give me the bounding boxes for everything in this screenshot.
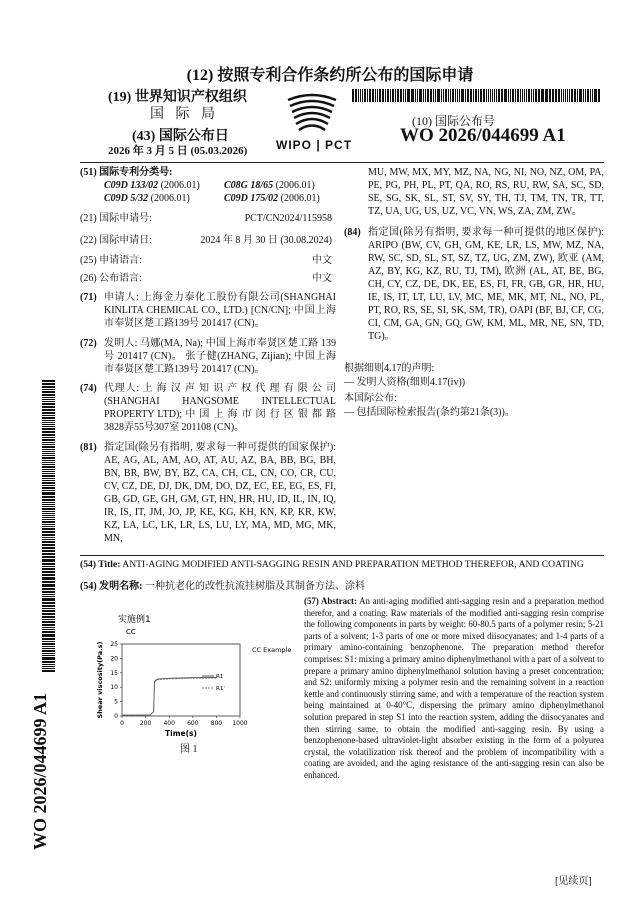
filing-language-label: (25) 申请语言:	[80, 255, 142, 266]
x-tick-label: 200	[139, 720, 152, 727]
barcode-icon	[352, 89, 602, 102]
x-tick-label: 0	[120, 720, 124, 727]
title-chinese	[80, 577, 365, 592]
application-number: PCT/CN2024/115958	[244, 213, 332, 224]
y-tick-label: 5	[114, 698, 118, 706]
x-tick-label: 800	[210, 720, 223, 727]
agent: 代理人: 上 海 汉 声 知 识 产 权 代 理 有 限 公 司 (SHANGHAI HANGSOME INTELLECTUAL PROPERTY LTD); 中 国 上 海 市 闵 行 区 银 都 路 3828弄55号307室 201108 (CN)。	[104, 383, 336, 433]
filing-language-row	[80, 254, 332, 267]
designated-national-code: (81)	[80, 442, 97, 453]
side-publication-number: WO 2026/044699 A1	[30, 692, 50, 850]
publication-date: 2026 年 3 月 5 日 (05.03.2026)	[108, 145, 248, 157]
designated-regional-code: (84)	[344, 227, 361, 238]
publication-date-label: (43) 国际公布日	[132, 129, 229, 144]
publication-number: WO 2026/044699 A1	[400, 125, 566, 146]
series-line-R1-prime	[122, 678, 216, 715]
y-tick-label: 10	[110, 684, 118, 692]
filing-language: 中文	[312, 255, 332, 266]
ipc-code: C08G 18/65 (2006.01)	[224, 180, 315, 191]
document-type: (12) 按照专利合作条约所公布的国际申请	[186, 67, 474, 84]
abstract-label: (57) Abstract:	[304, 596, 357, 606]
title-chinese-text: 一种抗老化的改性抗流挂树脂及其制备方法、涂料	[145, 581, 365, 592]
x-tick-label: 1000	[232, 720, 248, 727]
wipo-pct-logo-text: WIPO | PCT	[276, 138, 353, 152]
shear-viscosity-chart	[82, 610, 297, 740]
header-divider	[80, 162, 604, 163]
x-tick-label: 400	[163, 720, 175, 727]
title-english-text: ANTI-AGING MODIFIED ANTI-SAGGING RESIN AND PREPARATION METHOD THEREFOR, AND COATING	[122, 559, 584, 570]
designated-national: 指定国(除另有指明, 要求每一种可提供的国家保护): AE, AG, AL, AM, AO, AT, AU, AZ, BA, BB, BG, BH, BN, BR, BW, BY, BZ, CA, CH, CL, CN, CO, CR, CU, CV, CZ, DE, DJ, DK, DM, DO, DZ, EC, EE, EG, ES, FI, GB, GD, GE, GH, GM, GT, HN, HR, HU, ID, IL, IN, IQ, IR, IS, IT, JM, JO, JP, KE, KG, KH, KN, KP, KR, KW, KZ, LA, LC, LK, LR, LS, LU, LY, MA, MD, MG, MK, MN,	[104, 442, 336, 544]
ipc-code: C09D 175/02 (2006.01)	[224, 193, 320, 204]
title-chinese-label: (54) 发明名称:	[80, 581, 143, 592]
declaration-label: 根据细则4.17的声明:	[344, 363, 435, 374]
publication-language-label: (26) 公布语言:	[80, 273, 142, 284]
vertical-barcode-icon	[42, 380, 55, 675]
figure-side-note: CC Example	[252, 646, 292, 654]
publication-number-label: (10) 国际公布号	[412, 114, 495, 128]
series-line-R1	[122, 677, 216, 715]
x-tick-label: 600	[187, 720, 199, 727]
application-number-label: (21) 国际申请号:	[80, 213, 152, 224]
x-axis-label: Time(s)	[165, 729, 197, 738]
y-tick-label: 25	[110, 641, 118, 648]
inventor: 发明人: 马娜(MA, Na); 中国上海市奉贤区楚工路 139 号 201417 (CN)。 张子健(ZHANG, Zijian); 中国上海市奉贤区楚工路139号 201417 (CN)。	[104, 338, 336, 375]
application-number-row	[80, 212, 332, 225]
y-tick-label: 15	[110, 669, 118, 677]
figure-panel-subtitle: CC	[126, 628, 136, 636]
organization-name: (19) 世界知识产权组织	[108, 90, 247, 105]
organization-bureau: 国 际 局	[150, 107, 219, 122]
designated-regional: 指定国(除另有指明, 要求每一种可提供的地区保护): ARIPO (BW, CV, GH, GM, KE, LR, LS, MW, MZ, NA, RW, SC, SD, SL, ST, SZ, TZ, UG, ZM, ZW), 欧亚 (AM, AZ, BY, KG, KZ, RU, TJ, TM), 欧洲 (AL, AT, BE, BG, CH, CY, CZ, DE, DK, EE, ES, FI, FR, GB, GR, HR, HU, IE, IS, IT, LT, LU, LV, MC, ME, MK, MT, NL, NO, PL, PT, RO, RS, SE, SI, SK, SM, TR), OAPI (BF, BJ, CF, CG, CI, CM, GA, GN, GQ, GW, KM, ML, MR, NE, SN, TD, TG)。	[368, 227, 604, 342]
wipo-logo-icon	[282, 92, 342, 136]
publication-language: 中文	[312, 273, 332, 284]
title-english-label: (54) Title:	[80, 559, 121, 570]
title-english	[80, 559, 584, 570]
applicant: 申请人: 上海金力泰化工股份有限公司(SHANGHAI KINLITA CHEMICAL CO., LTD.) [CN/CN]; 中国上海市奉贤区楚工路139号 201417 (CN)。	[104, 292, 336, 329]
ipc-code: C09D 5/32 (2006.01)	[104, 193, 190, 204]
filing-date-row	[80, 234, 332, 247]
continued-on-next-page: [见续页]	[555, 876, 592, 887]
plot-frame	[122, 644, 240, 716]
published-item: — 包括国际检索报告(条约第21条(3))。	[344, 407, 515, 418]
publication-language-row	[80, 272, 332, 285]
legend-entry: R1'	[216, 686, 225, 692]
y-tick-label: 20	[110, 655, 118, 663]
legend-entry: R1	[216, 674, 224, 680]
filing-date-label: (22) 国际申请日:	[80, 235, 152, 246]
figure-label: 图 1	[180, 744, 198, 755]
title-divider	[80, 555, 604, 556]
designated-national-continued: MU, MW, MX, MY, MZ, NA, NG, NI, NO, NZ, OM, PA, PE, PG, PH, PL, PT, QA, RO, RS, RU, RW, SA, SC, SD, SE, SG, SK, SL, ST, SV, SY, TH, TJ, TM, TN, TR, TT, TZ, UA, UG, US, UZ, VC, VN, WS, ZA, ZM, ZW。	[368, 167, 604, 217]
abstract-text: An anti-aging modified anti-sagging resin and a preparation method therefor, and a coating. Raw materials of the modified anti-sagging resin comprise the following components in parts by weight: 60-80.5 parts of a polymer resin; 5-21 parts of a solvent; 1-3 parts of one or more mixed diisocyanates; and 1-4 parts of a primary amino-containing benzophenone. The preparation method therefor comprises: S1: mixing a primary amino diphenylmethanol with a part of a solvent to prepare a primary amino diphenylmethanol solution having a preset concentration; and S2: uniformly mixing a polymer resin and the remaining solvent in a reaction kettle and continuously stirring same, and with a temperature of the reaction system being maintained at 0-40°C, dispersing the primary amino diphenylmethanol solution prepared in step S1 into the reaction system, adding the diisocyanates and then stirring same, to obtain the modified anti-sagging resin. By using a benzophenone-based ultraviolet-light absorber existing in the form of a polyurea crystal, the volatilization risk thereof and the problem of incompatibility with a coating are avoided, and the aging resistance of the anti-sagging resin can also be enhanced.	[304, 596, 604, 780]
y-tick-label: 0	[114, 713, 118, 720]
y-axis-label: Shear viscosity(Pa.s)	[96, 641, 104, 719]
abstract	[304, 596, 604, 782]
ipc-section	[80, 166, 344, 205]
filing-date: 2024 年 8 月 30 日 (30.08.2024)	[200, 235, 332, 246]
agent-code: (74)	[80, 383, 97, 394]
published-label: 本国际公布:	[344, 393, 397, 404]
ipc-code: C09D 133/02 (2006.01)	[104, 180, 200, 191]
ipc-label: (51) 国际专利分类号:	[80, 167, 173, 178]
declaration-item: — 发明人资格(细则4.17(iv))	[344, 377, 466, 388]
figure-panel-title: 实施例1	[118, 615, 151, 625]
inventor-code: (72)	[80, 338, 97, 349]
applicant-code: (71)	[80, 292, 97, 303]
